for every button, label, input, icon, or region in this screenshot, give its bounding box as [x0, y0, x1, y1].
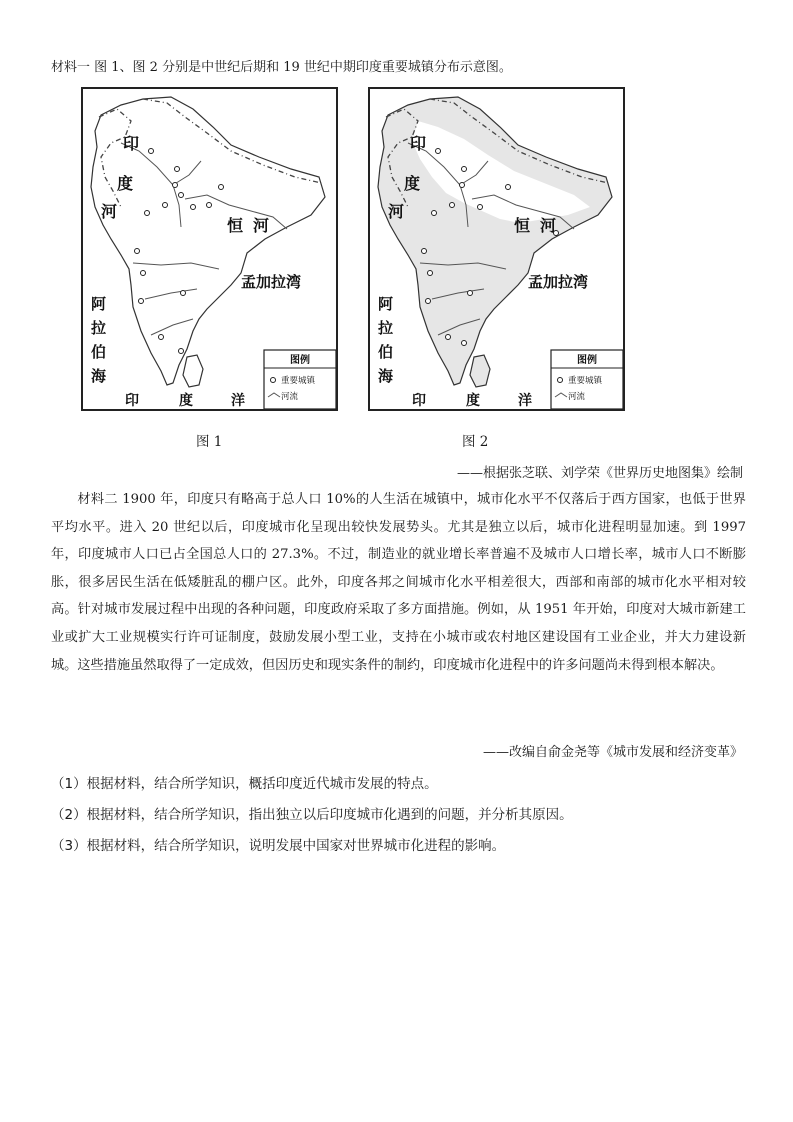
label-heng: 恒: [227, 216, 244, 235]
caption-figure-2: 图 2: [462, 434, 489, 450]
label-yin: 印: [410, 134, 427, 153]
label-bay: 孟加拉湾: [528, 273, 589, 291]
label-sea-4: 海: [378, 367, 394, 385]
legend-city-icon: [271, 378, 276, 383]
material1-intro: 材料一 图 1、图 2 分别是中世纪后期和 19 世纪中期印度重要城镇分布示意图。: [51, 60, 512, 75]
legend-river-label: 河流: [281, 392, 299, 402]
label-he2: 河: [253, 216, 270, 235]
label-ocean-3: 洋: [518, 393, 532, 409]
label-he: 河: [388, 202, 405, 221]
label-he: 河: [101, 202, 118, 221]
label-ocean-3: 洋: [231, 393, 245, 409]
source-citation-2: ——改编自俞金尧等《城市发展和经济变革》: [482, 745, 743, 760]
question-1: （1）根据材料，结合所学知识，概括印度近代城市发展的特点。: [51, 776, 438, 792]
legend-city-label: 重要城镇: [568, 376, 603, 386]
label-sea-1: 阿: [378, 295, 394, 313]
label-bay: 孟加拉湾: [241, 273, 302, 291]
label-ocean-2: 度: [179, 393, 193, 409]
label-ocean-2: 度: [466, 393, 480, 409]
label-du: 度: [404, 174, 421, 193]
legend-box: [551, 350, 623, 409]
map-figure-2: [368, 87, 625, 411]
label-heng: 恒: [514, 216, 531, 235]
label-sea-3: 伯: [378, 343, 394, 361]
legend-title: 图例: [290, 355, 310, 366]
caption-figure-1: 图 1: [196, 434, 223, 450]
legend-city-icon: [558, 378, 563, 383]
label-he2: 河: [540, 216, 557, 235]
legend-city-label: 重要城镇: [281, 376, 316, 386]
map-figure-1: [81, 87, 338, 411]
material2-paragraph: 材料二 1900 年，印度只有略高于总人口 10%的人生活在城镇中，城市化水平不仅落后于西方国家，也低于世界平均水平。进入 20 世纪以后，印度城市化呈现出较快发展势头。尤其是独立以后，城市化进程明显加速。到 1997 年，印度城市人口已占全国总人口的 27.3%。不过，制造业的就业增长率普遍不及城市人口增长率，城市人口不断膨胀，很多居民生活在低矮脏乱的棚户区。此外，印度各邦之间城市化水平相差很大，西部和南部的城市化水平相对较高。针对城市发展过程中出现的各种问题，印度政府采取了多方面措施。例如，从 1951 年开始，印度对大城市新建工业或扩大工业规模实行许可证制度，鼓励发展小型工业，支持在小城市或农村地区建设国有工业企业，并大力建设新城。这些措施虽然取得了一定成效，但因历史和现实条件的制约，印度城市化进程中的许多问题尚未得到根本解决。: [51, 492, 746, 673]
question-2: （2）根据材料，结合所学知识，指出独立以后印度城市化遇到的问题，并分析其原因。: [51, 807, 573, 823]
legend-river-label: 河流: [568, 392, 586, 402]
question-3: （3）根据材料，结合所学知识，说明发展中国家对世界城市化进程的影响。: [51, 838, 506, 854]
source-citation-1: ——根据张芝联、刘学荣《世界历史地图集》绘制: [456, 466, 743, 481]
legend-title: 图例: [577, 355, 597, 366]
label-sea-4: 海: [91, 367, 107, 385]
label-yin: 印: [123, 134, 140, 153]
label-sea-1: 阿: [91, 295, 107, 313]
label-sea-2: 拉: [91, 319, 107, 337]
label-ocean-1: 印: [125, 393, 139, 409]
legend-box: [264, 350, 336, 409]
label-sea-2: 拉: [378, 319, 394, 337]
india-map-19th-century: [368, 87, 625, 411]
label-sea-3: 伯: [91, 343, 107, 361]
label-ocean-1: 印: [412, 393, 426, 409]
label-du: 度: [117, 174, 134, 193]
india-map-medieval: [81, 87, 338, 411]
